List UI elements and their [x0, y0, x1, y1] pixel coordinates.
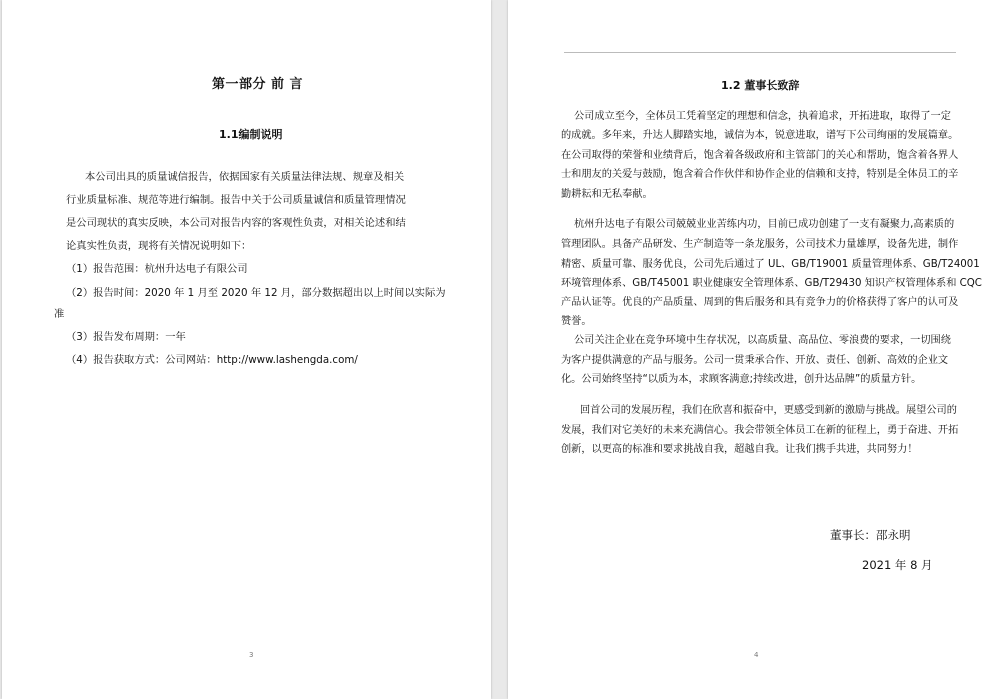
list-item: 准 — [54, 308, 65, 320]
paragraph-line: 发展，我们对它美好的未来充满信心。我会带领全体员工在新的征程上，勇于奋进、开拓 — [561, 425, 959, 436]
paragraph-line: 公司成立至今，全体员工凭着坚定的理想和信念，执着追求，开拓进取，取得了一定 — [574, 111, 951, 122]
list-item: （1）报告范围：杭州升达电子有限公司 — [66, 263, 248, 275]
paragraph-line: 在公司取得的荣誉和业绩背后，饱含着各级政府和主管部门的关心和帮助，饱含着各界人 — [561, 150, 959, 161]
document-page-3 — [2, 0, 491, 699]
paragraph-line: 杭州升达电子有限公司兢兢业业苦练内功，目前已成功创建了一支有凝聚力,高素质的 — [574, 219, 955, 230]
paragraph-line: 赞誉。 — [561, 316, 592, 327]
paragraph-line: 环境管理体系、GB/T45001 职业健康安全管理体系、GB/T29430 知识产权管理体系和 CQC — [561, 278, 982, 289]
list-item: （4）报告获取方式：公司网站：http://www.lashengda.com/ — [66, 354, 358, 366]
paragraph-line: 勤耕耘和无私奉献。 — [561, 189, 653, 200]
paragraph-line: 本公司出具的质量诚信报告，依据国家有关质量法律法规、规章及相关 — [85, 171, 405, 183]
paragraph-line: 管理团队。具备产品研发、生产制造等一条龙服务，公司技术力量雄厚，设备先进，制作 — [561, 239, 959, 250]
paragraph-line: 创新，以更高的标准和要求挑战自我，超越自我。让我们携手共进，共同努力！ — [561, 444, 918, 455]
paragraph-line: 为客户提供满意的产品与服务。公司一贯秉承合作、开放、责任、创新、高效的企业文 — [561, 355, 949, 366]
paragraph-line: 行业质量标准、规范等进行编制。报告中关于公司质量诚信和质量管理情况 — [66, 194, 406, 206]
signature: 董事长：邵永明 — [830, 528, 911, 542]
list-item: （3）报告发布周期：一年 — [66, 331, 186, 343]
paragraph-line: 士和朋友的关爱与鼓励，饱含着合作伙伴和协作企业的信赖和支持，特别是全体员工的辛 — [561, 169, 959, 180]
part-title: 第一部分 前 言 — [212, 77, 304, 92]
paragraph-line: 是公司现状的真实反映，本公司对报告内容的客观性负责，对相关论述和结 — [66, 217, 406, 229]
page-number: 3 — [249, 651, 254, 659]
paragraph-line: 的成就。多年来，升达人脚踏实地，诚信为本，锐意进取，谱写下公司绚丽的发展篇章。 — [561, 130, 959, 141]
paragraph-line: 产品认证等。优良的产品质量、周到的售后服务和具有竞争力的价格获得了客户的认可及 — [561, 297, 959, 308]
page-number: 4 — [754, 651, 759, 659]
section-title-1-1: 1.1编制说明 — [219, 128, 283, 141]
paragraph-line: 公司关注企业在竞争环境中生存状况，以高质量、高品位、零浪费的要求，一切围绕 — [574, 335, 951, 346]
paragraph-line: 回首公司的发展历程，我们在欣喜和振奋中，更感受到新的激励与挑战。展望公司的 — [580, 405, 957, 416]
header-rule — [564, 52, 956, 53]
document-page-4 — [508, 0, 1000, 699]
paragraph-line: 精密、质量可靠、服务优良，公司先后通过了 UL、GB/T19001 质量管理体系、GB/T24001 — [561, 259, 980, 270]
list-item: （2）报告时间：2020 年 1 月至 2020 年 12 月，部分数据超出以上时间以实际为 — [66, 287, 446, 299]
signature-date: 2021 年 8 月 — [862, 558, 933, 572]
paragraph-line: 化。公司始终坚持“以质为本，求顾客满意;持续改进，创升达品牌”的质量方针。 — [561, 374, 922, 385]
section-title-1-2: 1.2 董事长致辞 — [721, 79, 800, 92]
paragraph-line: 论真实性负责，现将有关情况说明如下： — [66, 240, 252, 252]
